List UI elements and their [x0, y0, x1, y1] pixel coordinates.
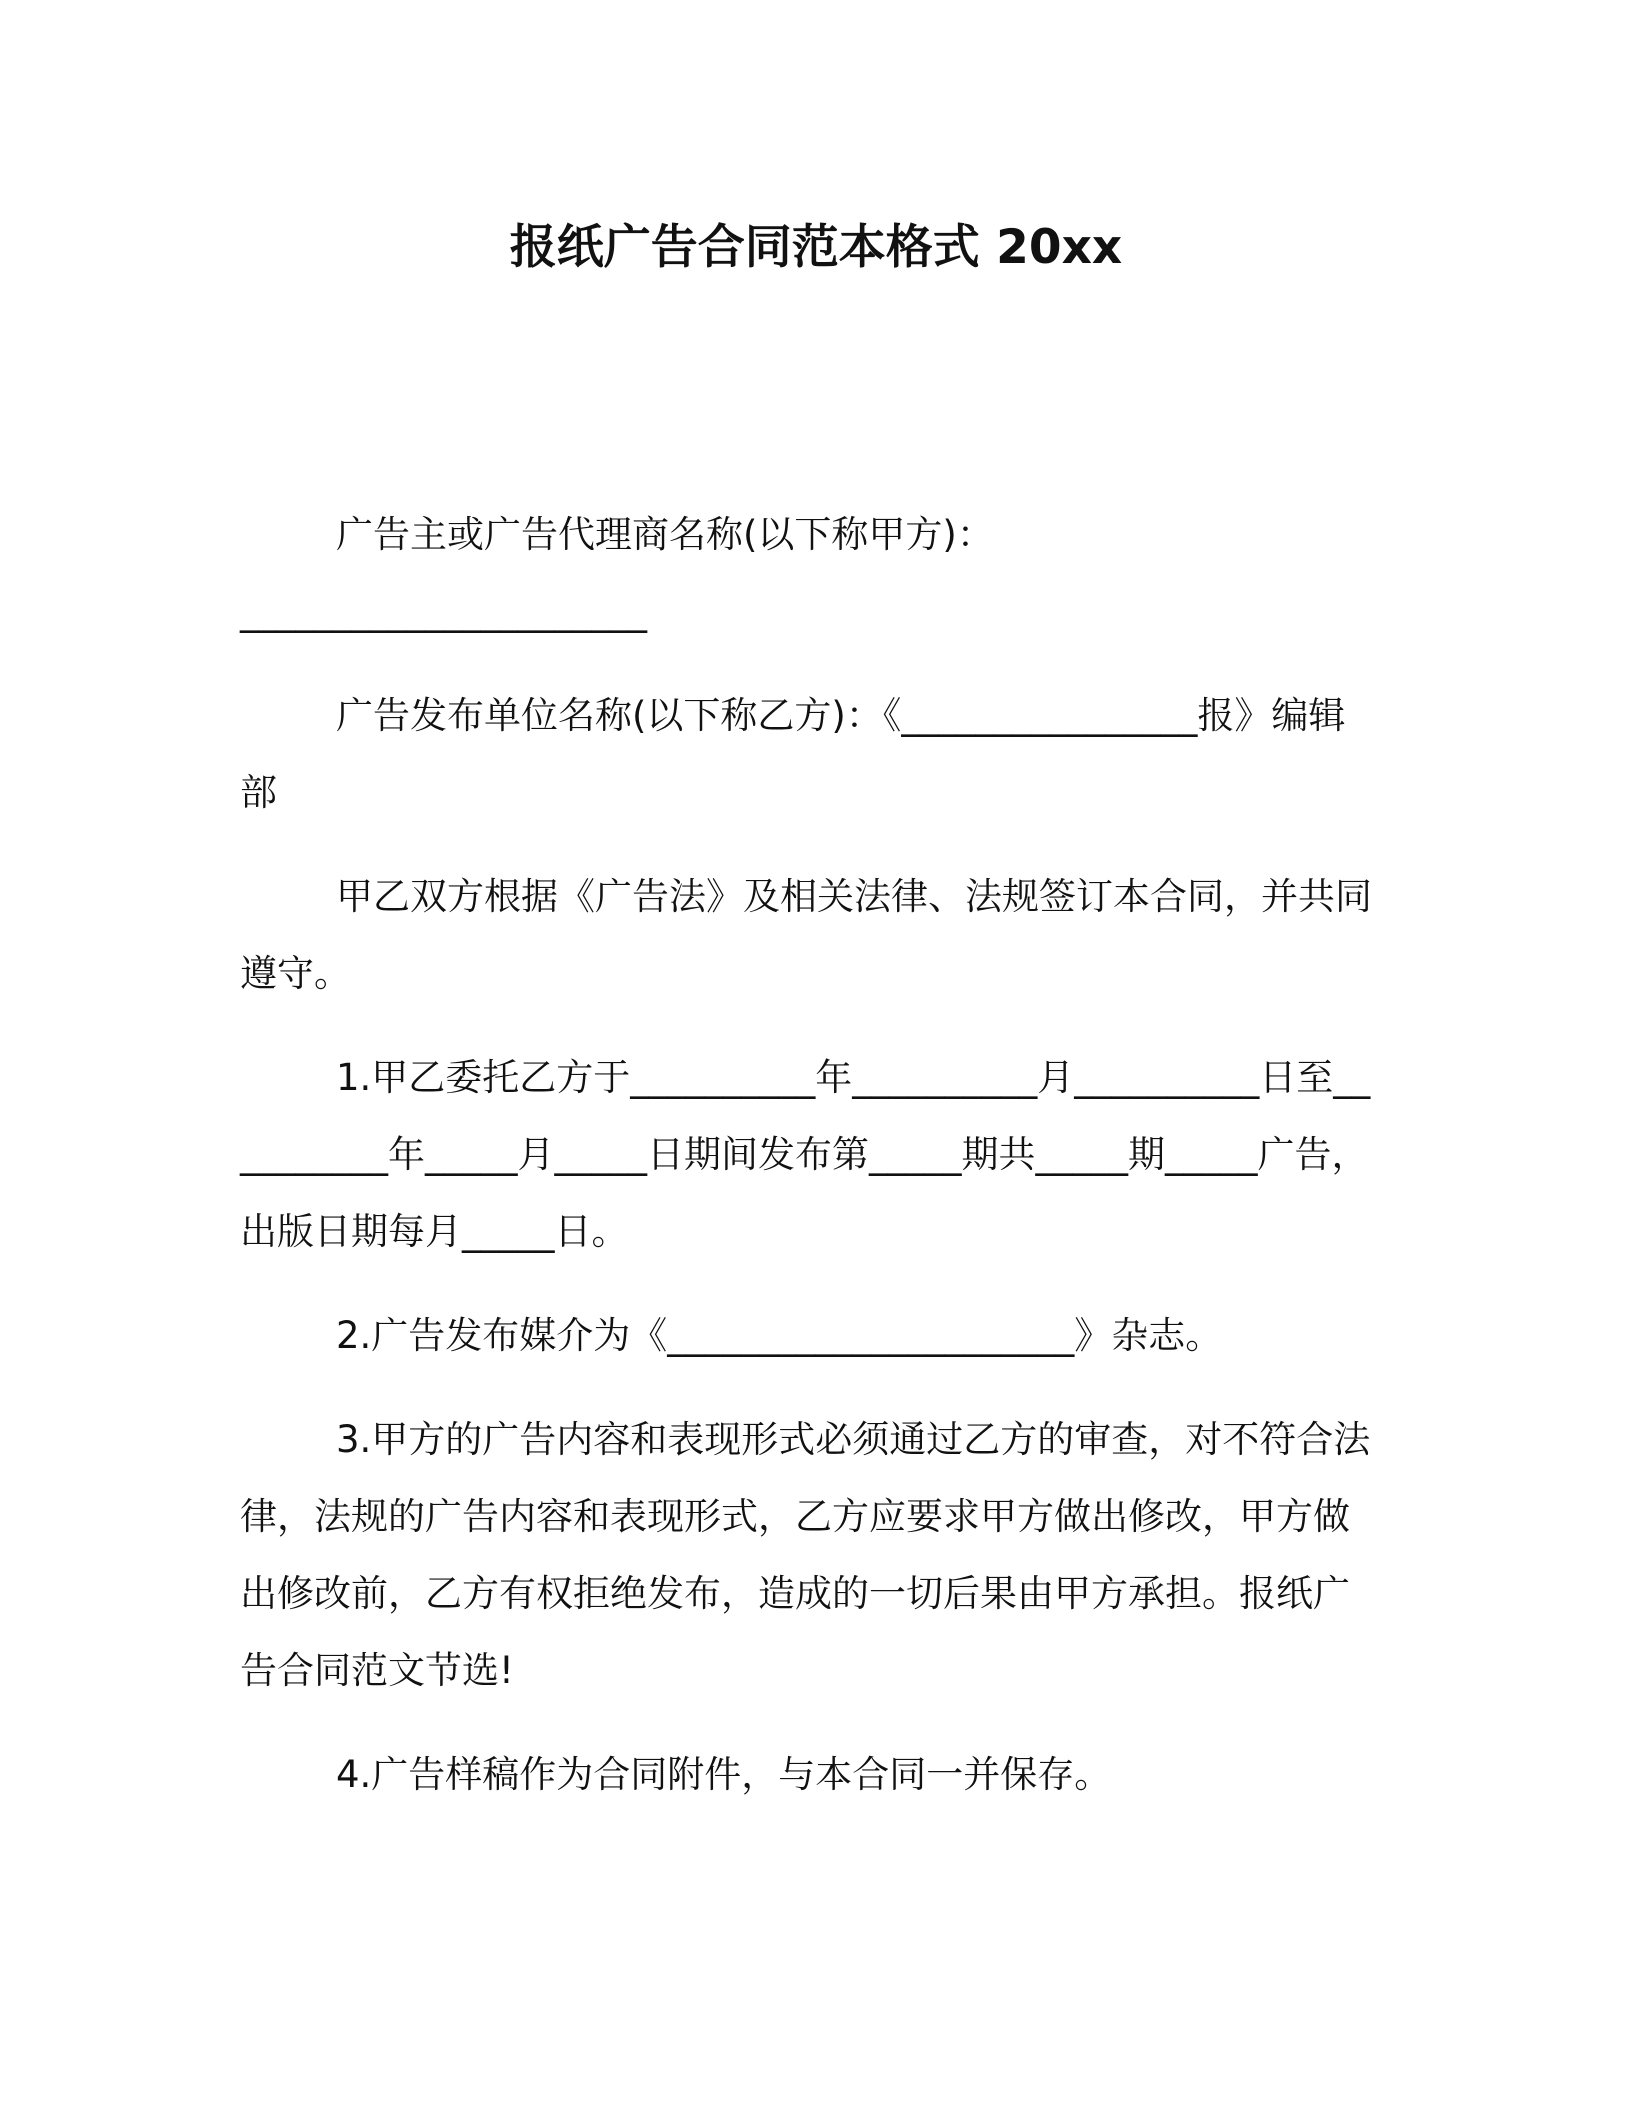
clause-4-paragraph: 4.广告样稿作为合同附件，与本合同一并保存。 [336, 1753, 1112, 1796]
party-a-blank-line: ______________________ [240, 590, 647, 633]
document-title: 报纸广告合同范本格式 20xx [509, 220, 1123, 275]
party-a-label: 广告主或广告代理商名称(以下称甲方)： [336, 513, 994, 556]
party-b-paragraph: 广告发布单位名称(以下称乙方)：《________________报》编辑部 [240, 694, 1346, 814]
clause-2-paragraph: 2.广告发布媒介为《______________________》杂志。 [336, 1314, 1223, 1357]
document-body [240, 496, 1380, 1813]
clause-3-paragraph: 3.甲方的广告内容和表现形式必须通过乙方的审查，对不符合法律，法规的广告内容和表现形式，乙方应要求甲方做出修改，甲方做出修改前，乙方有权拒绝发布，造成的一切后果由甲方承担。报纸广告合同范文节选! [240, 1418, 1371, 1692]
agreement-paragraph: 甲乙双方根据《广告法》及相关法律、法规签订本合同，并共同遵守。 [240, 875, 1372, 995]
clause-1-paragraph: 1.甲乙委托乙方于__________年__________月__________日至__________年_____月_____日期间发布第_____期共_____期_____广告，出版日期每月_____日。 [240, 1056, 1371, 1253]
